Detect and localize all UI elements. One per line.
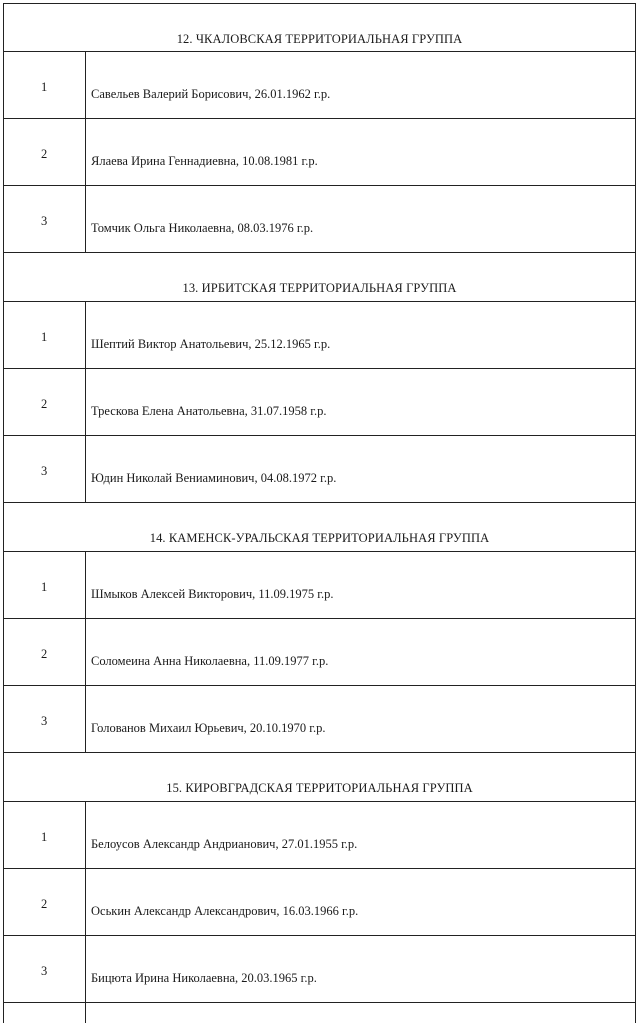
member-name: Бицюта Ирина Николаевна, 20.03.1965 г.р. — [91, 971, 317, 985]
row-number-cell — [4, 52, 86, 118]
row-number: 2 — [41, 647, 48, 661]
row-number: 2 — [41, 147, 48, 161]
member-name: Томчик Ольга Николаевна, 08.03.1976 г.р. — [91, 221, 314, 235]
table-row — [4, 369, 635, 436]
row-number-cell — [4, 119, 86, 185]
group-title: 15. КИРОВГРАДСКАЯ ТЕРРИТОРИАЛЬНАЯ ГРУППА — [166, 781, 473, 795]
row-number: 1 — [41, 580, 48, 594]
member-cell — [86, 52, 635, 118]
row-number: 1 — [41, 830, 48, 844]
row-number: 3 — [41, 214, 48, 228]
row-number: 3 — [41, 964, 48, 978]
group-section-14 — [3, 503, 636, 753]
group-section-15 — [3, 753, 636, 1003]
table-row — [4, 52, 635, 119]
row-number-cell — [4, 619, 86, 685]
group-header — [4, 503, 635, 552]
member-cell — [86, 186, 635, 252]
member-cell — [86, 619, 635, 685]
group-title: 13. ИРБИТСКАЯ ТЕРРИТОРИАЛЬНАЯ ГРУППА — [182, 281, 457, 295]
table-row — [4, 802, 635, 869]
member-cell — [86, 119, 635, 185]
row-number-cell — [4, 186, 86, 252]
table-row — [4, 552, 635, 619]
row-number: 1 — [41, 330, 48, 344]
member-cell — [86, 552, 635, 618]
group-section-13 — [3, 253, 636, 503]
member-name: Трескова Елена Анатольевна, 31.07.1958 г.р. — [91, 404, 327, 418]
group-title: 12. ЧКАЛОВСКАЯ ТЕРРИТОРИАЛЬНАЯ ГРУППА — [176, 32, 463, 46]
row-number: 2 — [41, 897, 48, 911]
row-number-cell — [4, 369, 86, 435]
member-name: Юдин Николай Вениаминович, 04.08.1972 г.р. — [91, 471, 337, 485]
row-number-cell — [4, 686, 86, 752]
member-cell — [86, 869, 635, 935]
row-number: 1 — [41, 80, 48, 94]
table-row — [4, 686, 635, 753]
member-cell — [86, 302, 635, 368]
row-number-cell — [4, 1003, 86, 1023]
table-row — [4, 186, 635, 253]
group-section-12 — [3, 3, 636, 253]
row-number-cell — [4, 936, 86, 1002]
member-name: Голованов Михаил Юрьевич, 20.10.1970 г.р. — [91, 721, 326, 735]
row-number: 2 — [41, 397, 48, 411]
table-row — [4, 436, 635, 503]
member-name: Оськин Александр Александрович, 16.03.1966 г.р. — [91, 904, 359, 918]
table-row — [4, 119, 635, 186]
member-name: Белоусов Александр Андрианович, 27.01.1955 г.р. — [91, 837, 358, 851]
row-number-cell — [4, 869, 86, 935]
member-cell — [86, 686, 635, 752]
group-header — [4, 753, 635, 802]
member-name: Шептий Виктор Анатольевич, 25.12.1965 г.р. — [91, 337, 331, 351]
territorial-groups-table — [3, 3, 636, 1023]
member-cell — [86, 1003, 635, 1023]
member-cell — [86, 369, 635, 435]
row-number-cell — [4, 302, 86, 368]
row-number-cell — [4, 552, 86, 618]
member-name: Савельев Валерий Борисович, 26.01.1962 г.р. — [91, 87, 331, 101]
member-cell — [86, 436, 635, 502]
row-number: 3 — [41, 714, 48, 728]
member-name: Соломеина Анна Николаевна, 11.09.1977 г.р. — [91, 654, 329, 668]
row-number-cell — [4, 436, 86, 502]
member-name: Ялаева Ирина Геннадиевна, 10.08.1981 г.р. — [91, 154, 318, 168]
table-row — [4, 869, 635, 936]
member-cell — [86, 936, 635, 1002]
group-header — [4, 253, 635, 302]
table-row — [4, 936, 635, 1003]
group-header — [4, 3, 635, 52]
row-number-cell — [4, 802, 86, 868]
table-row — [4, 619, 635, 686]
row-number: 3 — [41, 464, 48, 478]
table-continuation — [3, 1003, 636, 1023]
member-cell — [86, 802, 635, 868]
group-title: 14. КАМЕНСК-УРАЛЬСКАЯ ТЕРРИТОРИАЛЬНАЯ ГРУППА — [149, 531, 490, 545]
member-name: Шмыков Алексей Викторович, 11.09.1975 г.р. — [91, 587, 334, 601]
table-row — [4, 302, 635, 369]
